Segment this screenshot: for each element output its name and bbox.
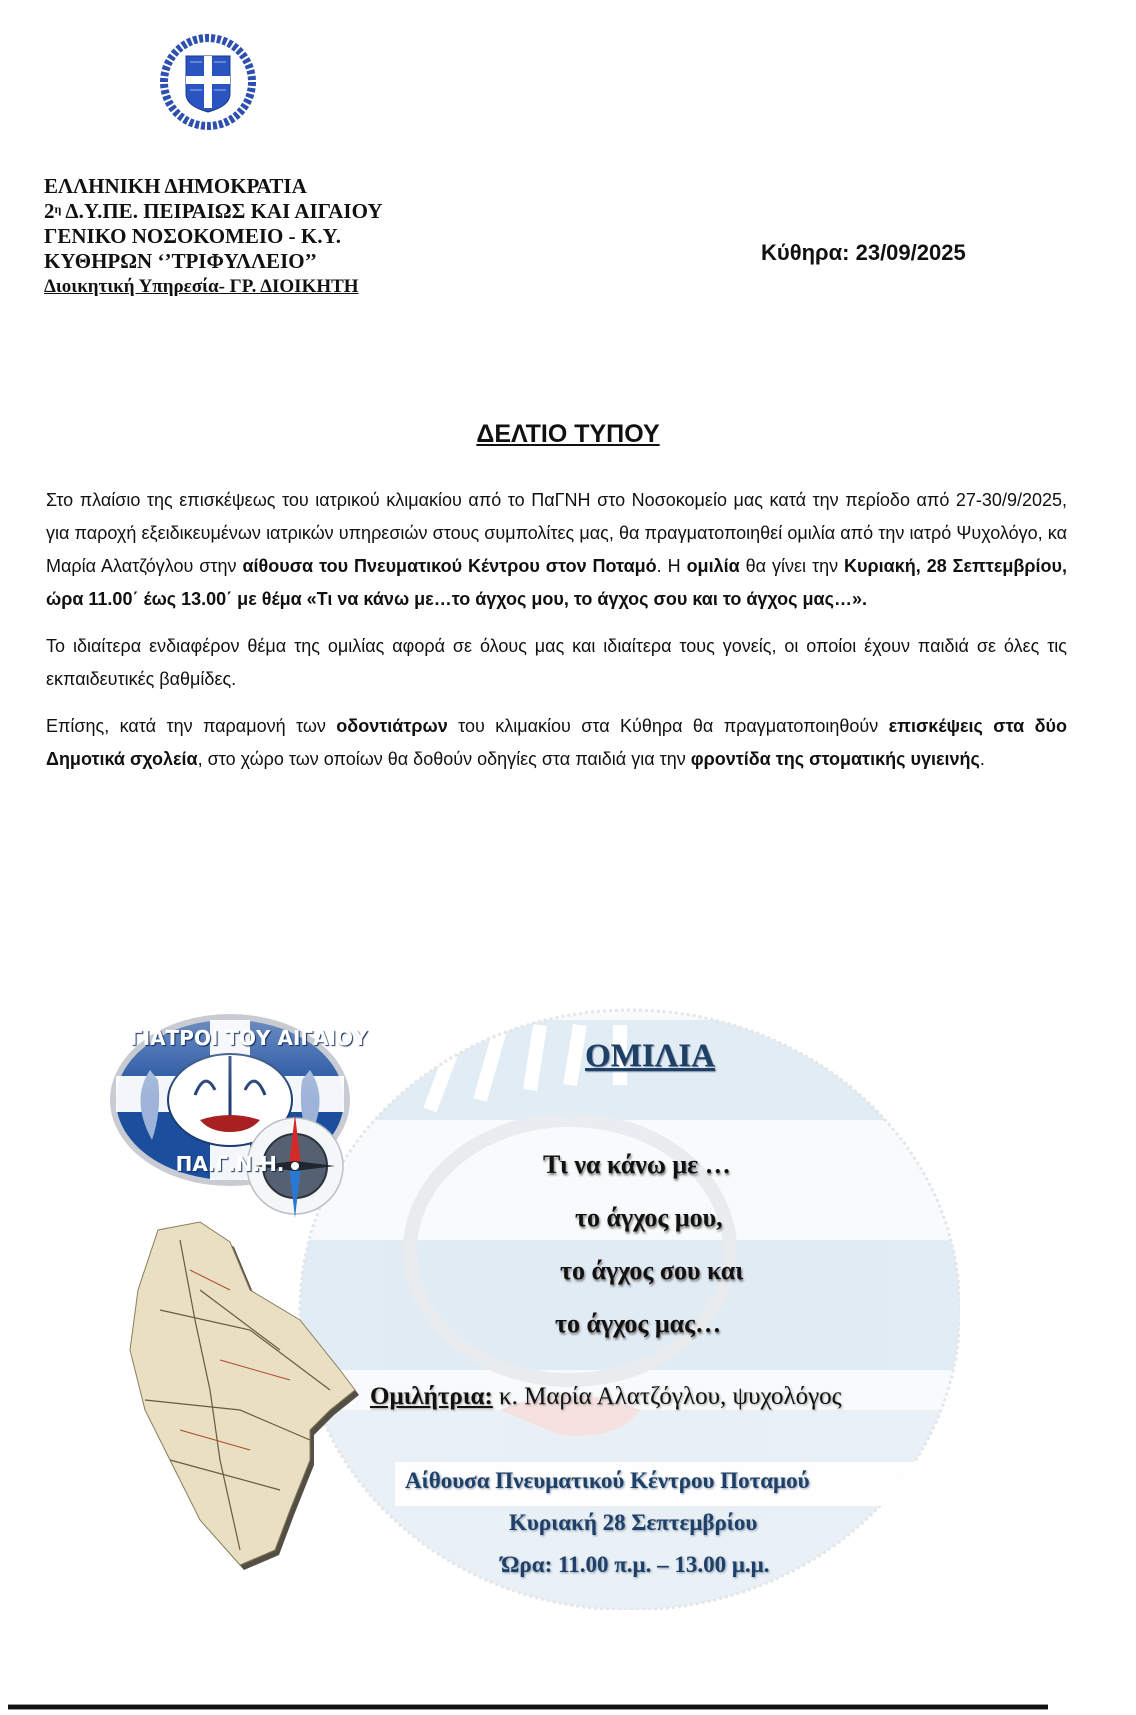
place-date: Κύθηρα: 23/09/2025 <box>761 240 966 265</box>
oral-hygiene-emphasis: φροντίδα της στοματικής υγιεινής <box>690 749 980 769</box>
poster-venue: Αίθουσα Πνευματικού Κέντρου Ποταμού <box>405 1468 810 1493</box>
event-poster <box>100 990 960 1610</box>
paragraph-text: Στο πλαίσιο της επισκέψεως του ιατρικού κλιμακίου από το ΠαΓΝΗ στο Νοσοκομείο μας κατά την περίοδο από 27-30/9/2025, για παροχή εξειδικευμένων ιατρικών υπηρεσιών στους συμπολίτες μας, θα πραγματοποιηθεί ομιλία από την ιατρό Ψυχολόγο, κα Μαρία Αλατζόγλου στην <box>46 490 1067 576</box>
greek-coat-of-arms-icon <box>160 34 256 130</box>
dentists-emphasis: οδοντιάτρων <box>336 716 448 736</box>
org-line-hospital-name: ΚΥΘΗΡΩΝ ‘’ΤΡΙΦΥΛΛΕΙΟ’’ <box>44 249 317 273</box>
paragraph-text: Επίσης, κατά την παραμονή των <box>46 716 337 736</box>
document-body <box>46 484 1067 790</box>
speaker-label: Ομιλήτρια: <box>370 1383 493 1410</box>
org-line-health-region <box>44 199 383 224</box>
paragraph-interest: Το ιδιαίτερα ενδιαφέρον θέμα της ομιλίας αφορά σε όλους μας και ιδιαίτερα τους γονείς, οι οποίοι έχουν παιδιά σε όλες τις εκπαιδευτικές βαθμίδες. <box>46 636 1067 689</box>
paragraph-text: , στο χώρο των οποίων θα δοθούν οδηγίες στα παιδιά για την <box>197 749 691 769</box>
paragraph-text: . <box>979 749 985 769</box>
org-line-department: Διοικητική Υπηρεσία- ΓΡ. ΔΙΟΙΚΗΤΗ <box>44 276 359 297</box>
org-line-health-region-text: Δ.Υ.ΠΕ. ΠΕΙΡΑΙΩΣ ΚΑΙ ΑΙΓΑΙΟΥ <box>65 199 383 223</box>
org-line-country: ΕΛΛΗΝΙΚΗ ΔΗΜΟΚΡΑΤΙΑ <box>44 174 307 198</box>
venue-emphasis: αίθουσα του Πνευματικού Κέντρου στον Ποταμό <box>242 556 657 576</box>
paragraph-text: . Η <box>656 556 687 576</box>
poster-question-line: το άγχος σου και <box>560 1256 744 1285</box>
poster-question-line: το άγχος μου, <box>575 1203 723 1232</box>
talk-emphasis: ομιλία <box>686 556 740 576</box>
org-line-hospital: ΓΕΝΙΚΟ ΝΟΣΟΚΟΜΕΙΟ - Κ.Υ. <box>44 224 341 248</box>
poster-speaker <box>370 1383 842 1411</box>
org-line-ordinal: 2 <box>44 199 55 223</box>
paragraph-dentists <box>46 710 1067 776</box>
schools-emphasis: επισκέψεις στα δύο Δημοτικά σχολεία <box>46 716 1067 769</box>
paragraph-text: θα γίνει την <box>739 556 845 576</box>
poster-day: Κυριακή 28 Σεπτεμβρίου <box>509 1510 758 1535</box>
footer-divider <box>8 1704 1048 1710</box>
logo-bottom-text: ΠΑ.Γ.Ν.Η. <box>175 1152 285 1176</box>
paragraph-text: του κλιμακίου στα Κύθηρα θα πραγματοποιηθούν <box>447 716 889 736</box>
poster-time: Ώρα: 11.00 π.μ. – 13.00 μ.μ. <box>501 1552 770 1577</box>
poster-question-line: το άγχος μας… <box>555 1309 722 1338</box>
speaker-name: κ. Μαρία Αλατζόγλου, ψυχολόγος <box>492 1383 842 1410</box>
organization-header <box>44 174 383 299</box>
date-topic-emphasis: Κυριακή, 28 Σεπτεμβρίου, ώρα 11.00΄ έως 13.00΄ με θέμα «Τι να κάνω με…το άγχος μου, το άγχος σου και το άγχος μας…». <box>46 556 1067 609</box>
paragraph-announcement <box>46 484 1067 616</box>
poster-question-line: Τι να κάνω με … <box>543 1150 731 1179</box>
document-title: ΔΕΛΤΙΟ ΤΥΠΟΥ <box>476 420 660 448</box>
org-line-ordinal-suffix: η <box>54 202 62 216</box>
logo-top-text: ΓΙΑΤΡΟΙ ΤΟΥ ΑΙΓΑΙΟΥ <box>130 1026 368 1050</box>
poster-heading: ΟΜΙΛΙΑ <box>585 1038 715 1074</box>
